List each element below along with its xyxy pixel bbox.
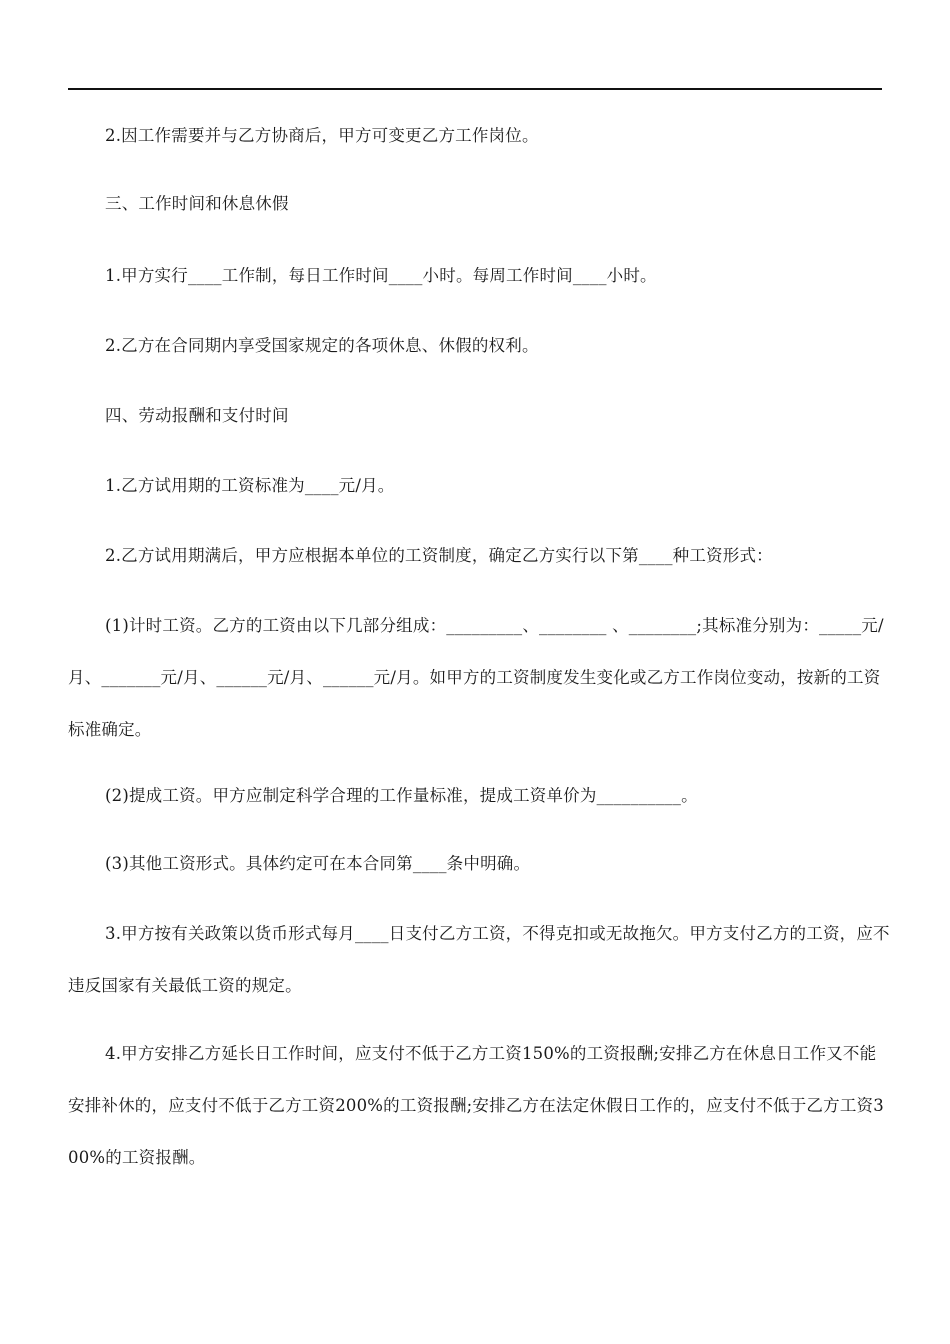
paragraph-payment-date: 3.甲方按有关政策以货币形式每月____日支付乙方工资，不得克扣或无故拖欠。甲方支付乙方的工资，应不违反国家有关最低工资的规定。	[68, 924, 890, 995]
paragraph-wage-form: 2.乙方试用期满后，甲方应根据本单位的工资制度，确定乙方实行以下第____种工资形式：	[105, 546, 773, 565]
paragraph-probation-wage: 1.乙方试用期的工资标准为____元/月。	[105, 476, 395, 495]
paragraph-time-wage: (1)计时工资。乙方的工资由以下几部分组成：_________、________ 、________;其标准分别为：_____元/月、_______元/月、______元/月、______元/月。如甲方的工资制度发生变化或乙方工作岗位变动，按新的工资标准确定。	[68, 616, 884, 739]
header-rule	[68, 88, 882, 90]
section-heading-remuneration: 四、劳动报酬和支付时间	[105, 406, 289, 425]
paragraph-commission-wage: (2)提成工资。甲方应制定科学合理的工作量标准，提成工资单价为__________。	[105, 786, 698, 805]
paragraph-job-change: 2.因工作需要并与乙方协商后，甲方可变更乙方工作岗位。	[105, 126, 539, 145]
paragraph-work-schedule: 1.甲方实行____工作制，每日工作时间____小时。每周工作时间____小时。	[105, 266, 657, 285]
paragraph-rest-rights: 2.乙方在合同期内享受国家规定的各项休息、休假的权利。	[105, 336, 539, 355]
section-heading-working-hours: 三、工作时间和休息休假	[105, 194, 289, 213]
paragraph-overtime-pay: 4.甲方安排乙方延长日工作时间，应支付不低于乙方工资150%的工资报酬;安排乙方在休息日工作又不能安排补休的，应支付不低于乙方工资200%的工资报酬;安排乙方在法定休假日工作的，应支付不低于乙方工资300%的工资报酬。	[68, 1044, 884, 1167]
paragraph-other-wage: (3)其他工资形式。具体约定可在本合同第____条中明确。	[105, 854, 531, 873]
